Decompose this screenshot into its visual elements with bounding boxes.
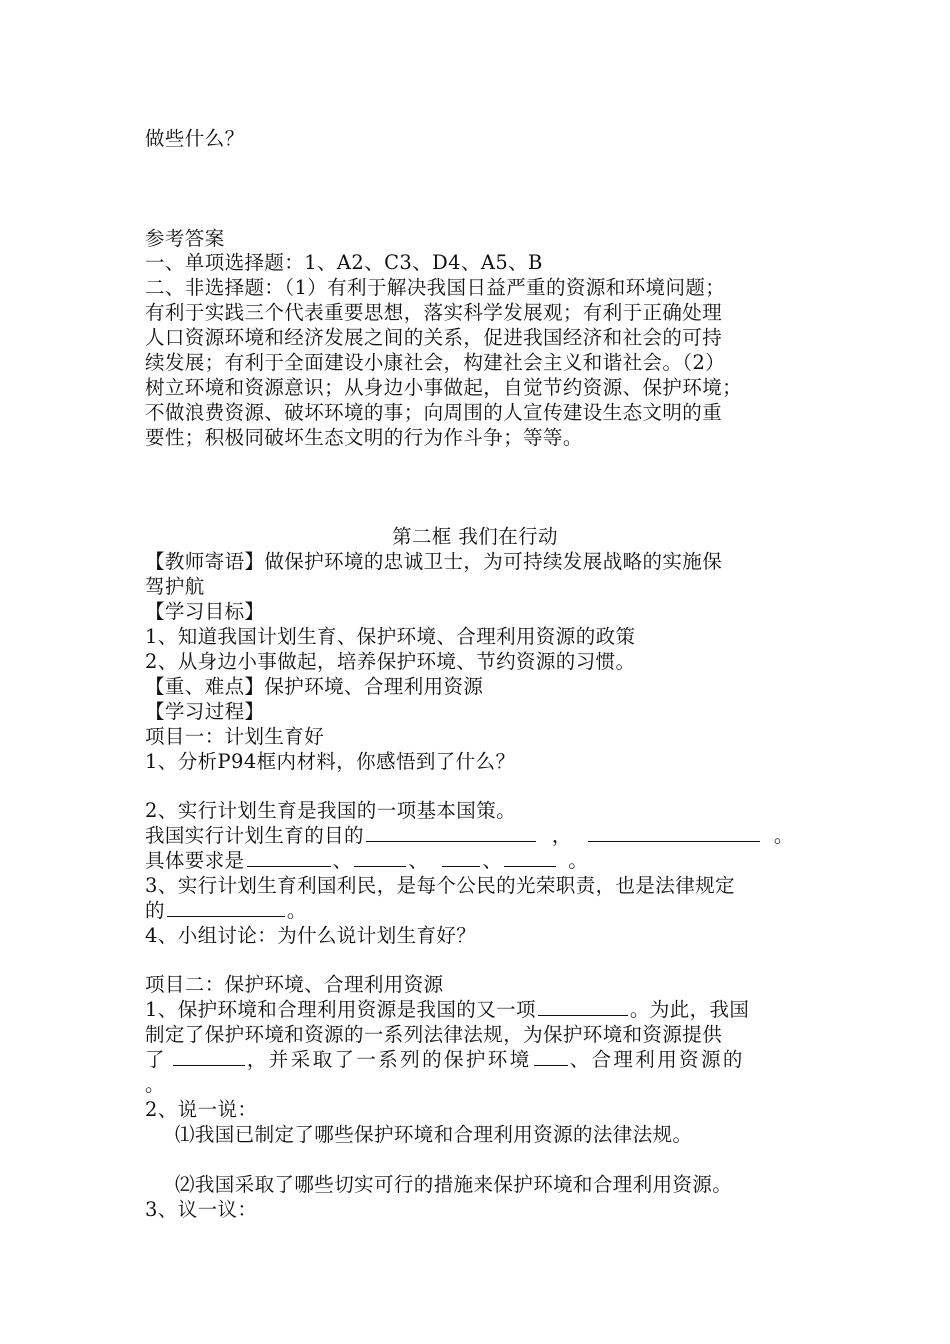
text-segment: 。	[286, 899, 307, 922]
text-line: 二、非选择题：（1）有利于解决我国日益严重的资源和环境问题；	[145, 276, 726, 299]
text-segment: ，并采取了一系列的保护环境	[246, 1048, 532, 1071]
text-segment: 的	[145, 899, 165, 922]
text-line: ⑵我国采取了哪些切实可行的措施来保护环境和合理利用资源。	[175, 1173, 733, 1196]
text-line: 要性；积极同破坏生态文明的行为作斗争；等等。	[145, 426, 583, 449]
text-line: 【学习过程】	[145, 700, 265, 723]
answer-blank[interactable]	[538, 997, 628, 1016]
text-line: 做些什么？	[145, 127, 245, 150]
text-line: 有利于实践三个代表重要思想，落实科学发展观；有利于正确处理	[145, 301, 723, 324]
text-line: 项目二：保护环境、合理利用资源	[145, 973, 444, 996]
fill-line	[145, 848, 588, 874]
text-line: 3、实行计划生育利国利民，是每个公民的光荣职责，也是法律规定	[145, 874, 735, 897]
text-segment: 了	[145, 1048, 167, 1071]
answer-blank[interactable]	[247, 848, 331, 867]
text-line: 4、小组讨论：为什么说计划生育好？	[145, 924, 477, 947]
answers-heading: 参考答案	[145, 227, 225, 250]
text-line: 【学习目标】	[145, 600, 265, 623]
text-segment: 1、保护环境和合理利用资源是我国的又一项	[145, 998, 536, 1021]
text-line: 项目一：计划生育好	[145, 725, 325, 748]
text-line: 驾护航	[145, 575, 205, 598]
text-segment: 具体要求是	[145, 849, 245, 872]
text-line: 。	[145, 1073, 165, 1096]
text-line: 1、分析P94框内材料，你感悟到了什么？	[145, 750, 516, 773]
fill-line	[145, 1047, 745, 1073]
text-line: 续发展；有利于全面建设小康社会，构建社会主义和谐社会。（2）	[145, 351, 726, 374]
text-line: 不做浪费资源、破坏环境的事；向周围的人宣传建设生态文明的重	[145, 401, 723, 424]
answer-blank[interactable]	[588, 823, 760, 842]
text-line: ⑴我国已制定了哪些保护环境和合理利用资源的法律法规。	[175, 1123, 693, 1146]
text-line: 制定了保护环境和资源的一系列法律法规，为保护环境和资源提供	[145, 1023, 723, 1046]
answer-blank[interactable]	[173, 1047, 245, 1066]
text-line: 人口资源环境和经济发展之间的关系，促进我国经济和社会的可持	[145, 326, 723, 349]
answer-blank[interactable]	[366, 823, 536, 842]
text-line: 【重、难点】保护环境、合理利用资源	[145, 675, 484, 698]
section-title: 第二框 我们在行动	[392, 525, 558, 548]
text-line: 2、实行计划生育是我国的一项基本国策。	[145, 799, 517, 822]
answer-blank[interactable]	[442, 848, 480, 867]
answer-blank[interactable]	[354, 848, 406, 867]
text-segment: 、	[482, 849, 503, 872]
text-line: 树立环境和资源意识；从身边小事做起，自觉节约资源、保护环境；	[145, 376, 743, 399]
text-segment: 、	[408, 849, 429, 872]
text-line: 【教师寄语】做保护环境的忠诚卫士，为可持续发展战略的实施保	[145, 550, 723, 573]
fill-line	[145, 997, 749, 1023]
text-segment: 。	[773, 824, 794, 847]
answer-blank[interactable]	[167, 898, 285, 917]
text-segment: 、	[332, 849, 353, 872]
text-line: 2、从身边小事做起，培养保护环境、节约资源的习惯。	[145, 650, 636, 673]
answer-blank[interactable]	[504, 848, 556, 867]
text-segment: 我国实行计划生育的目的	[145, 824, 364, 847]
fill-line	[145, 823, 794, 849]
text-segment: 、合理利用资源的	[569, 1048, 745, 1071]
text-segment: 。为此，我国	[629, 998, 750, 1021]
answer-blank[interactable]	[534, 1047, 568, 1066]
fill-line	[145, 898, 307, 924]
text-line: 一、单项选择题：1、A2、C3、D4、A5、B	[145, 251, 543, 274]
text-segment: ，	[551, 824, 572, 847]
text-line: 1、知道我国计划生育、保护环境、合理利用资源的政策	[145, 625, 636, 648]
text-line: 2、说一说：	[145, 1098, 258, 1121]
text-segment: 。	[568, 849, 589, 872]
text-line: 3、议一议：	[145, 1198, 258, 1221]
